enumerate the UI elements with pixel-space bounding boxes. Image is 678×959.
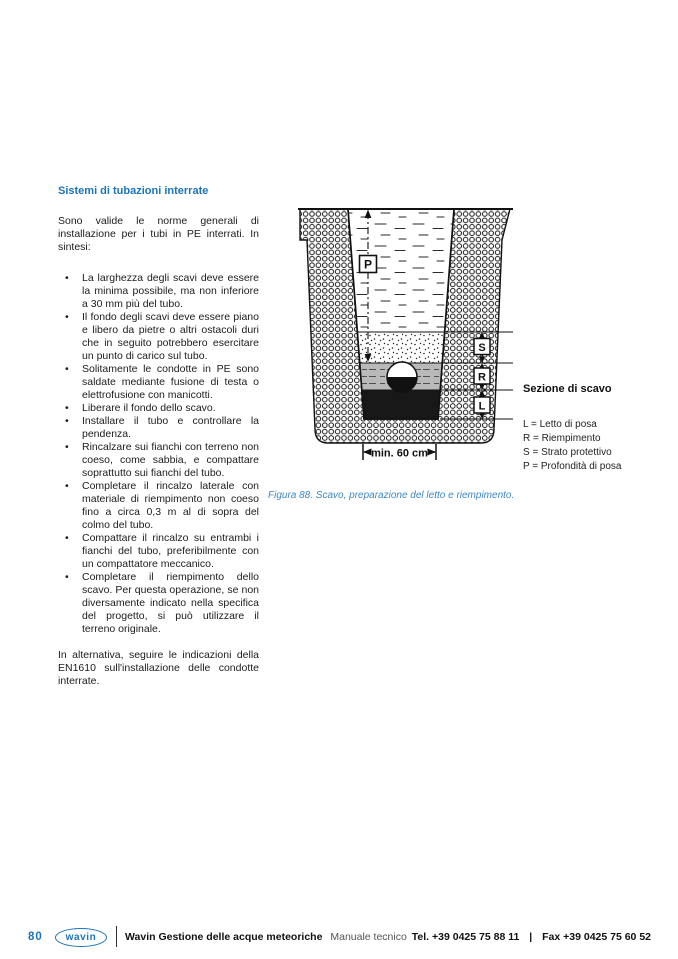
intro-paragraph: Sono valide le norme generali di installazione per i tubi in PE interrati. In sintesi: [58,215,259,253]
min-width-label: min. 60 cm [371,447,428,460]
bullet-item [58,532,259,571]
footer-tel: Tel. +39 0425 75 88 11 [411,931,520,943]
legend-item: P = Profondità di posa [523,461,622,472]
bullet-item [58,402,259,415]
bullet-text: Rincalzare sui fianchi con terreno non coeso, come sabbia, e compattare soprattutto sui fianchi del tubo. [82,441,259,479]
bullet-item [58,311,259,363]
legend-title: Sezione di scavo [523,383,612,395]
bullet-text: La larghezza degli scavi deve essere la minima possibile, ma non inferiore a 30 mm più del tubo. [82,272,259,310]
legend-item: R = Riempimento [523,433,601,444]
outro-paragraph: In alternativa, seguire le indicazioni della EN1610 sull'installazione delle condotte interrate. [58,649,259,687]
bullet-text: Il fondo degli scavi deve essere piano e libero da pietre o altri ostacoli duri che in seguito potrebbero esercitare un punto di carico sul tubo. [82,311,259,362]
bullet-item [58,441,259,480]
footer-fax: Fax +39 0425 75 60 52 [542,931,651,943]
legend-list [523,418,653,474]
r-label: R [478,371,486,384]
protective-texture [357,332,444,363]
bullet-text: Liberare il fondo dello scavo. [82,402,216,414]
bullet-text: Compattare il rincalzo su entrambi i fianchi del tubo, preferibilmente con un compattatore meccanico. [82,532,259,570]
bullet-text: Completare il riempimento dello scavo. Per questa operazione, se non diversamente indicato nella specifica del progetto, si può utilizzare il terreno originale. [82,571,259,635]
footer-divider [116,926,117,947]
bullet-marker: • [65,415,69,427]
bullet-marker: • [65,480,69,492]
page-footer [0,925,678,951]
bullet-text: Solitamente le condotte in PE sono saldate mediante fusione di testa o elettrofusione con manicotti. [82,363,259,401]
section-heading: Sistemi di tubazioni interrate [58,185,209,197]
bullet-text: Completare il rincalzo laterale con materiale di riempimento non coeso fino a circa 0,3 m al di sopra del colmo del tubo. [82,480,259,531]
bullet-marker: • [65,532,69,544]
figure-legend [523,383,653,474]
bullet-marker: • [65,272,69,284]
footer-brand [125,931,407,943]
s-label: S [478,342,486,354]
bedding-layer [362,390,440,419]
footer-contact [412,931,651,943]
l-label: L [478,400,486,413]
excavation-diagram [296,198,514,470]
footer-brand-bold: Wavin Gestione delle acque meteoriche [125,931,323,943]
bullet-marker: • [65,441,69,453]
bullet-marker: • [65,571,69,583]
excavation-figure [296,198,514,470]
bullet-item [58,363,259,402]
footer-contact-separator: | [529,931,533,943]
bullet-item [58,415,259,441]
legend-item: S = Strato protettivo [523,447,612,458]
footer-brand-regular: Manuale tecnico [330,931,407,943]
bullet-marker: • [65,311,69,323]
bullet-list [58,272,259,636]
bullet-item [58,272,259,311]
figure-caption: Figura 88. Scavo, preparazione del letto e riempimento. [268,490,515,501]
bullet-item [58,571,259,636]
bullet-marker: • [65,402,69,414]
depth-label: P [363,257,373,272]
bullet-text: Installare il tubo e controllare la pendenza. [82,415,259,440]
legend-item: L = Letto di posa [523,419,597,430]
bullet-marker: • [65,363,69,375]
article-column [58,185,259,688]
page-number: 80 [28,931,43,943]
bullet-item [58,480,259,532]
wavin-logo [55,928,107,947]
wavin-logo-text: wavin [65,932,97,943]
